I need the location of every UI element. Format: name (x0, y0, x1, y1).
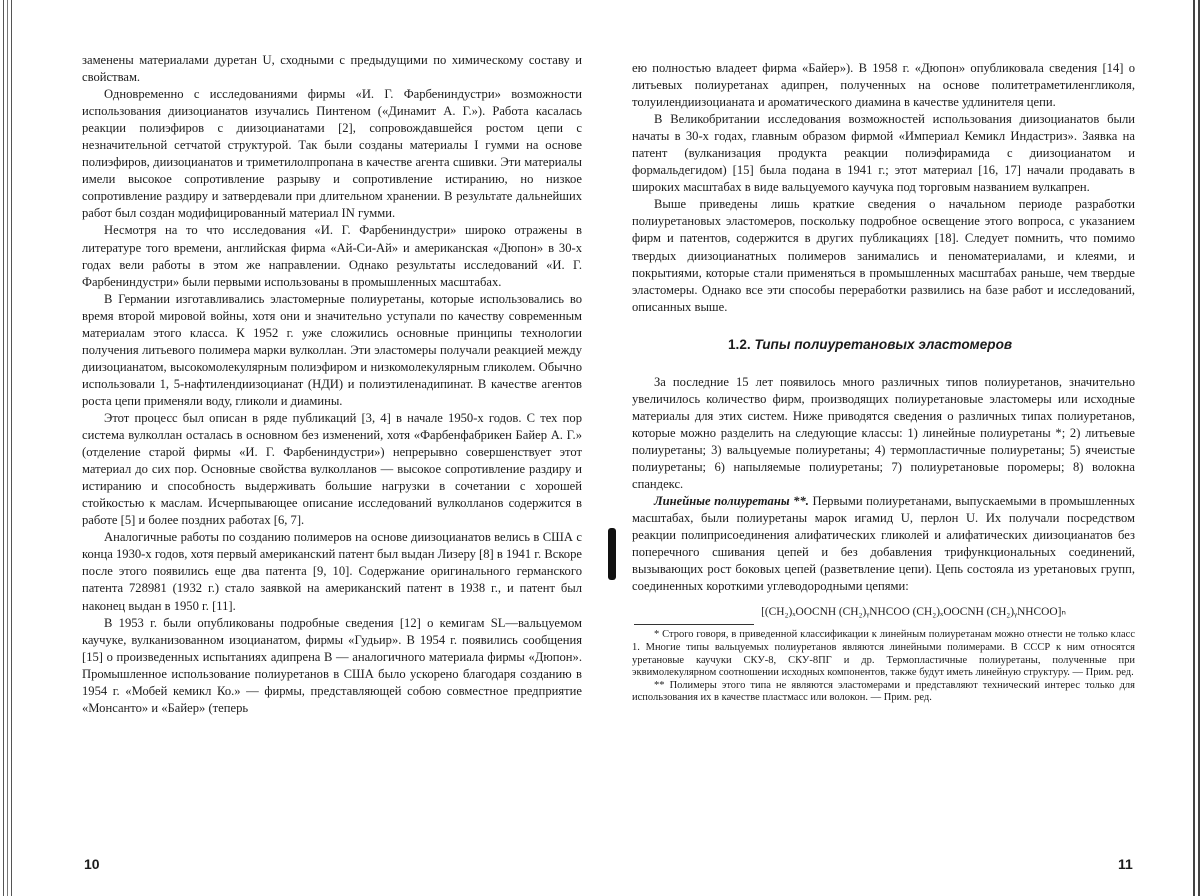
paragraph: Одновременно с исследованиями фирмы «И. Г. Фарбениндустри» возможности использования диизоцианатов изучались Пинтеном («Динамит А. Г.»). Работа касалась реакции полиэфиров с диизоцианатами [2], сопровождавшейся ростом цепи с незначительной сетчатой структурой. Так были созданы материалы I гумми на основе полиэфиров, диизоцианатов и триметилолпропана в качестве агента сшивки. Эти материалы имели высокое сопротивление разрыву и сопротивление истиранию, но низкое сопротивление раздиру и затвердевали при длительном хранении. В результате дальнейших работ был создан модифицированный материал IN гумми. (82, 87, 582, 221)
footnote-rule (634, 624, 754, 625)
runin-paragraph (632, 493, 1135, 595)
paragraph: За последние 15 лет появилось много различных типов полиуретанов, значительно увеличилось количество фирм, производящих полиуретановые эластомеры или исходные материалы для этих систем. Ниже приводятся сведения о различных типах полиуретанов, которые можно разделить на следующие классы: 1) линейные полиуретаны *; 2) литьевые полиуретаны; 3) вальцуемые полиуретаны; 4) термопластичные полиуретаны; 5) ячеистые полиуретаны; 6) напыляемые полиуретаны; 7) полиуретановые поромеры; 8) волокна спандекс. (632, 374, 1135, 491)
left-page-number: 10 (84, 856, 100, 872)
paragraph: ею полностью владеет фирма «Байер»). В 1958 г. «Дюпон» опубликовала сведения [14] о литьевых полиуретанах адипрен, полученных на основе политетраметиленгликоля, толуилендиизоцианата и ароматического диамина в качестве удлинителя цепи. (632, 61, 1135, 110)
right-page (632, 60, 1135, 705)
left-page (82, 52, 582, 717)
footnote: * Строго говоря, в приведенной классификации к линейным полиуретанам можно отнести не только класс 1. Многие типы вальцуемых полиуретанов являются линейными полимерами. В СССР к ним относятся уретановые каучуки СКУ-8, СКУ-8ПГ и др. Термопластичные полиуретаны, полученные при эквимолекулярном соотношении исходных компонентов, также будут иметь линейную структуру. — Прим. ред. (632, 629, 1135, 679)
paragraph: Аналогичные работы по созданию полимеров на основе диизоцианатов велись в США с конца 1930-х годов, хотя первый американский патент был выдан Лизеру [8] в 1941 г. Вскоре после этого появились еще два патента [9, 10]. Содержание оригинального германского патента 728981 (1932 г.) стало заявкой на американский патент в 1938 г., и патент был наконец выдан в 1950 г. [11]. (82, 530, 582, 613)
paragraph: Несмотря на то что исследования «И. Г. Фарбениндустри» широко отражены в литературе того времени, английская фирма «Ай-Си-Ай» и американская «Дюпон» в 30-х годах вели работы в этом же направлении. Однако результаты исследований «И. Г. Фарбениндустри» были первыми использованы в промышленных масштабах. (82, 223, 582, 289)
footnotes (632, 629, 1135, 705)
paragraph: Выше приведены лишь краткие сведения о начальном периоде разработки полиуретановых эластомеров, поскольку подробное освещение этого вопроса, с указанием фирм и патентов, содержится в других публикациях [18]. Следует помнить, что помимо твердых диизоцианатных полимеров занимались и пеноматериалами, и клеями, и покрытиями, которые стали применяться в промышленных масштабах раньше, чем твердые эластомеры. Однако все эти способы переработки развились на базе работ и исследований, описанных выше. (632, 197, 1135, 314)
left-page-text (82, 52, 582, 717)
runin-body: Первыми полиуретанами, выпускаемыми в промышленных масштабах, были полиуретаны марок игамид U, перлон U. Их получали посредством реакции полиприсоединения алифатических гликолей и алифатических диизоцианатов без поперечного сшивания цепей и без добавления трифункциональных соединений, вызывающих рост боковых цепей (разветвление цепи). Цепь состояла из уретановых групп, соединенных короткими углеводородными цепями: (632, 494, 1135, 594)
right-page-text-before (632, 60, 1135, 316)
binding-edge-right (1190, 0, 1200, 896)
binding-edge-left (0, 0, 12, 896)
section-heading (728, 337, 1135, 352)
footnote: ** Полимеры этого типа не являются эластомерами и представляют технический интерес только для использования их в качестве пластмасс или волокон. — Прим. ред. (632, 679, 1135, 704)
paragraph: В 1953 г. были опубликованы подробные сведения [12] о кемигам SL—вальцуемом каучуке, вулканизованном изоцианатом, фирмы «Гудьир». В 1954 г. появились сообщения [15] о произведенных испытаниях адипрена В — аналогичного материала фирмы «Дюпон». Промышленное использование полиуретанов в США было ускорено благодаря созданию в 1954 г. «Мобей кемикл Ко.» — фирмы, представляющей собою совместное предприятие «Монсанто» и «Байер» (теперь (82, 615, 582, 715)
right-page-number: 11 (1118, 856, 1133, 872)
chemical-formula: [(CH₂)ₓOOCNH (CH₂)ᵧNHCOO (CH₂)ₓOOCNH (CH₂)ᵧNHCOO]ₙ (761, 606, 1066, 619)
paragraph: В Великобритании исследования возможностей использования диизоцианатов были начаты в 30-х годах, главным образом фирмой «Империал Кемикл Индастриз». Заявка на патент (вулканизация продукта реакции полиэфирамида с диизоцианатом и формальдегидом) [15] была подана в 1941 г.; этот материал [16, 17] начали продавать в широких масштабах в виде вальцуемого каучука под торговым названием вулкапрен. (632, 112, 1135, 195)
paragraph: заменены материалами дуретан U, сходными с предыдущими по химическому составу и свойствам. (82, 53, 582, 85)
paragraph: В Германии изготавливались эластомерные полиуретаны, которые использовались во время второй мировой войны, хотя они и значительно уступали по качеству современным материалам этого класса. К 1952 г. уже сложились основные принципы технологии получения литьевого полимера марки вулколлан. Эти эластомеры получали реакцией между диизоцианатом, высокомолекулярным полиэфиром и низкомолекулярным гликолем. Обычно использовали 1, 5-нафтилендиизоцианат (НДИ) и полиэтиленадипинат. В качестве агентов роста цепи применяли воду, гликоли и диамины. (82, 291, 582, 408)
runin-title: Линейные полиуретаны **. (654, 494, 809, 509)
paragraph: Этот процесс был описан в ряде публикаций [3, 4] в начале 1950-х годов. С тех пор система вулколлан осталась в основном без изменений, хотя «Фарбенфабрикен Байер А. Г.» (отделение старой фирмы «И. Г. Фарбениндустри») непрерывно совершенствует этот материал до сих пор. Основные свойства вулколланов — высокое сопротивление раздиру и истиранию и способность выдерживать большие нагрузки в сочетании с хорошей стойкостью к маслам. Исчерпывающее описание исследований вулколланов содержится в работе [5] и более поздних работах [6, 7]. (82, 410, 582, 528)
right-page-text-after (632, 374, 1135, 493)
margin-ink-mark (608, 528, 616, 580)
section-number: 1.2. (728, 336, 751, 352)
section-title: Типы полиуретановых эластомеров (754, 336, 1013, 352)
